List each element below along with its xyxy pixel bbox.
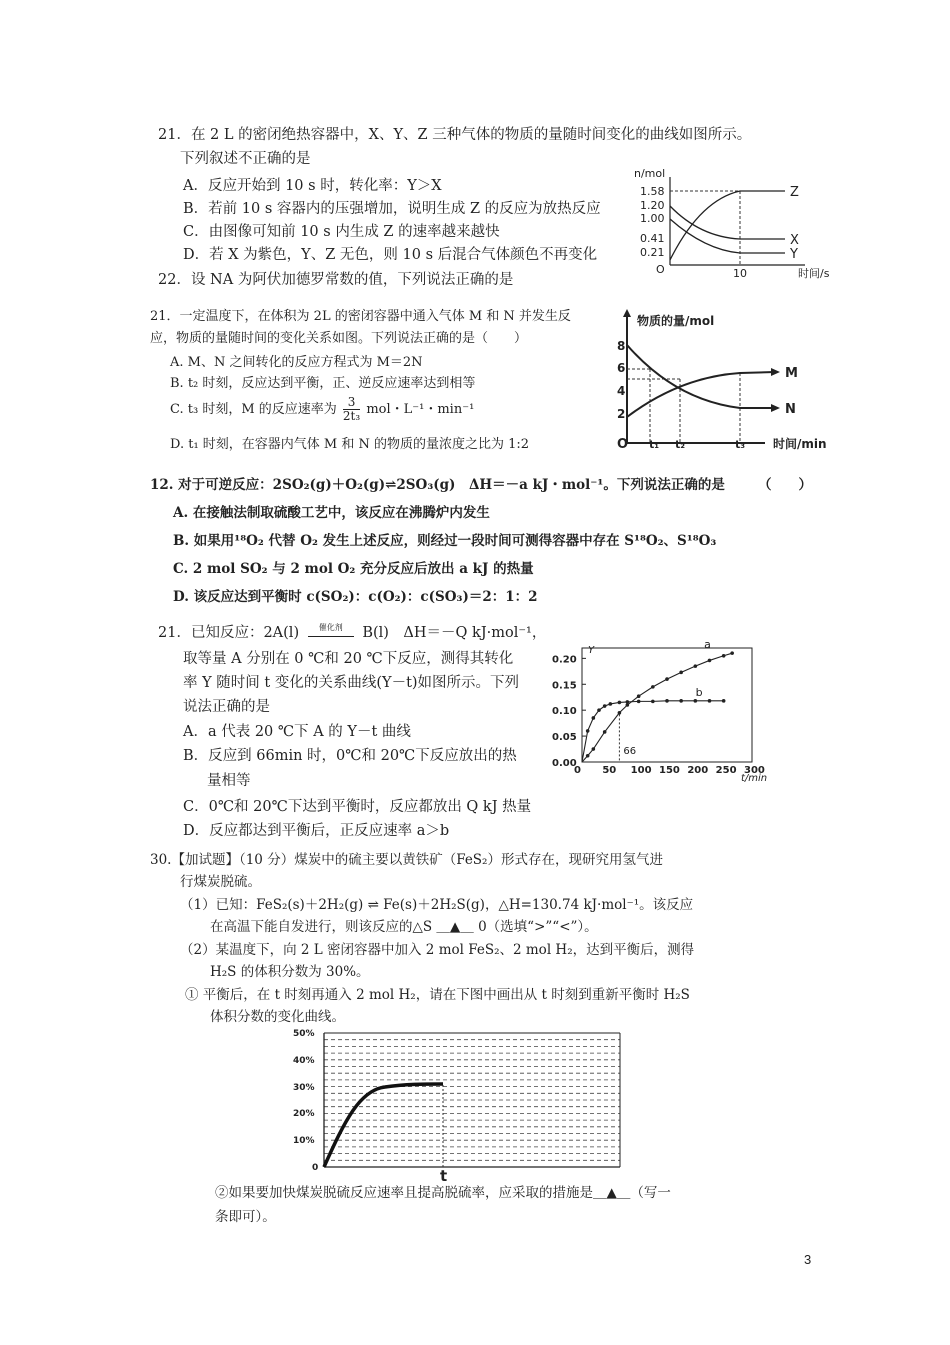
q2-label-m: M [785,366,798,381]
q1-ytick-021: 0.21 [640,246,665,259]
q1-option-d: D．若 X 为紫色，Y、Z 无色，则 10 s 后混合气体颜色不再变化 [183,247,598,263]
q4-stem-post: B(l) ΔH＝－Q kJ·mol⁻¹， [362,625,547,641]
q5-xtick-t: t [440,1167,448,1185]
q2-ytick-4: 4 [617,384,626,398]
q1-option-a: A．反应开始到 10 s 时，转化率：Y＞X [183,178,442,194]
q4-line-3: 说法正确的是 [183,699,270,715]
q5-part3-line2: 体积分数的变化曲线。 [210,1009,345,1025]
q3-option-a: A. 在接触法制取硫酸工艺中，该反应在沸腾炉内发生 [173,505,490,521]
q4-ytick-0.15: 0.15 [552,680,577,692]
q5-grid-chart [290,1025,630,1185]
q4-ytick-0.10: 0.10 [552,706,577,718]
q2-curve-n [627,345,775,408]
q1-option-c: C．由图像可知前 10 s 内生成 Z 的速率越来越快 [183,224,500,240]
q4-series-a-point [694,664,698,668]
q5-stem-line1: 30.【加试题】（10 分）煤炭中的硫主要以黄铁矿（FeS₂）形式存在，现研究用氢气进 [150,852,663,868]
q4-stem-pre: 21．已知反应：2A(l) [158,625,300,641]
q5-ytick-20: 20% [293,1109,315,1119]
q4-series-a-label: a [704,638,711,652]
q1-xtick-10: 10 [733,267,747,280]
q2-chart [615,305,835,455]
q1-chart [630,165,830,285]
q4-stem [158,622,546,644]
q5-part4-line2: 条即可）。 [215,1209,276,1225]
q2-xtick-t2: t₂ [675,438,686,451]
q1-stem-line2: 下列叙述不正确的是 [180,151,311,167]
q4-series-b-point [597,708,601,712]
q4-series-a-point [708,659,712,663]
q1-ytick-158: 1.58 [640,185,665,198]
q4-reaction-arrow [308,624,354,637]
q4-series-a-point [637,694,641,698]
q2-xlabel: 时间/min [773,437,827,451]
q5-ytick-10: 10% [293,1136,315,1146]
q2-stem-line2: 应，物质的量随时间的变化关系如图。下列说法正确的是（ ） [150,331,528,346]
q4-series-b-point [694,699,698,703]
q1-ytick-100: 1.00 [640,212,665,225]
q1-ytick-041: 0.41 [640,232,665,245]
q1-xlabel: 时间/s [798,267,830,280]
q5-h2s-curve [324,1084,443,1167]
q4-series-b-point [651,700,655,704]
q3-option-d: D. 该反应达到平衡时 c(SO₂)：c(O₂)：c(SO₃)＝2：1：2 [173,589,538,605]
q4-line-1: 取等量 A 分别在 0 ℃和 20 ℃下反应，测得其转化 [183,651,514,667]
q4-xtick-300: 300 [744,765,765,776]
q5-stem-line2: 行煤炭脱硫。 [180,874,261,890]
q3-option-c: C. 2 mol SO₂ 与 2 mol O₂ 充分反应后放出 a kJ 的热量 [173,561,534,577]
q4-ytick-0.05: 0.05 [552,732,577,744]
q4-ytick-0.20: 0.20 [552,654,577,666]
q4-xtick-250: 250 [715,765,737,776]
q4-ylabel: Y [588,645,595,656]
q1-curve-z [670,191,785,260]
q2-xtick-t1: t₁ [649,438,660,451]
q5-ytick-50: 50% [293,1029,315,1039]
q2-frac-num: 3 [343,396,360,410]
q4-66-label: 66 [623,746,637,757]
q4-series-b-point [722,699,726,703]
q2-frac-den: 2t₃ [342,409,361,424]
q5-part3-line1: ① 平衡后，在 t 时刻再通入 2 mol H₂，请在下图中画出从 t 时刻到重新平衡时 H₂S [185,987,690,1003]
q1-next-line: 22．设 NA 为阿伏加德罗常数的值，下列说法正确的是 [158,272,514,288]
q3-option-b: B. 如果用¹⁸O₂ 代替 O₂ 发生上述反应，则经过一段时间可测得容器中存在 S¹⁸O₂、S¹⁸O₃ [173,533,717,549]
q4-series-b-point [586,729,590,733]
q4-series-a-point [586,754,590,758]
q4-series-a-point [665,677,669,681]
q2-ytick-2: 2 [617,407,626,421]
q4-xtick-0: 0 [574,765,581,776]
q2-xtick-t3: t₃ [735,438,746,451]
q4-series-a-point [730,651,734,655]
q4-series-b-point [618,701,622,705]
q2-origin: O [617,437,629,452]
q1-label-x: X [790,233,799,248]
q4-series-b-point [609,702,613,706]
q1-curve-x [670,206,785,239]
q4-series-b-label: b [695,685,703,699]
q4-catalyst: 催化剂 [318,623,343,632]
q2-option-a: A. M、N 之间转化的反应方程式为 M＝2N [170,355,423,370]
page-number: 3 [804,1252,812,1267]
q4-ytick-0.00: 0.00 [552,758,577,769]
q4-series-b-point [592,716,596,720]
q2-option-c-fraction [343,396,360,423]
q4-series-a-point [651,685,655,689]
q2-option-c-unit: mol・L⁻¹・min⁻¹ [366,402,475,418]
q4-series-a-point [592,747,596,751]
q5-part2-line2: H₂S 的体积分数为 30%。 [210,964,370,980]
q1-label-z: Z [790,185,799,200]
q4-series-b-point [603,704,607,708]
q4-option-d: D．反应都达到平衡后，正反应速率 a＞b [183,823,450,839]
q4-option-b: B．反应到 66min 时，0℃和 20℃下反应放出的热 [183,748,517,764]
q1-label-y: Y [790,247,798,262]
q4-xtick-150: 150 [659,765,680,776]
q5-ytick-40: 40% [293,1056,315,1066]
q2-option-d: D. t₁ 时刻，在容器内气体 M 和 N 的物质的量浓度之比为 1:2 [170,437,530,452]
q5-part1-line1: （1）已知：FeS₂(s)＋2H₂(g) ⇌ Fe(s)＋2H₂S(g)，△H=130.74 kJ·mol⁻¹。该反应 [180,897,694,913]
q4-xlabel: t/min [741,773,768,784]
q2-stem-line1: 21．一定温度下，在体积为 2L 的密闭容器中通入气体 M 和 N 并发生反 [150,309,571,324]
q2-ytick-8: 8 [617,339,626,353]
q4-xtick-50: 50 [602,765,617,776]
q4-series-a-point [618,711,622,715]
q1-curve-y [670,219,785,253]
q4-option-c: C．0℃和 20℃下达到平衡时，反应都放出 Q kJ 热量 [183,799,532,815]
q4-series-a-point [603,730,607,734]
q4-series-b-point [679,699,683,703]
q1-origin: O [656,263,665,276]
q2-option-b: B. t₂ 时刻，反应达到平衡，正、逆反应速率达到相等 [170,376,476,391]
q4-series-b-point [708,699,712,703]
q4-xtick-200: 200 [687,765,709,776]
q2-ytick-6: 6 [617,361,626,375]
q5-part4-line1: ②如果要加快煤炭脱硫反应速率且提高脱硫率，应采取的措施是＿▲＿（写一 [215,1185,671,1201]
q5-ytick-0: 0 [312,1163,319,1173]
q4-series-a-point [722,654,726,658]
q4-xtick-100: 100 [630,765,652,776]
q4-option-a: A．a 代表 20 ℃下 A 的 Y－t 曲线 [183,724,411,740]
q2-option-c [170,396,474,423]
q3-paren: （ ） [758,477,812,493]
q1-option-b: B．若前 10 s 容器内的压强增加，说明生成 Z 的反应为放热反应 [183,201,601,217]
q1-ylabel: n/mol [634,167,666,180]
q4-series-b-point [665,699,669,703]
q4-series-b-point [626,700,630,704]
q2-label-n: N [785,402,796,417]
q4-chart [548,640,778,785]
q5-part1-line2: 在高温下能自发进行，则该反应的△S ＿▲＿ 0（选填“>”“<”）。 [210,919,598,935]
q2-ylabel: 物质的量/mol [637,314,715,328]
q4-line-2: 率 Y 随时间 t 变化的关系曲线(Y－t)如图所示。下列 [183,675,520,691]
q5-part2-line1: （2）某温度下，向 2 L 密闭容器中加入 2 mol FeS₂、2 mol H₂，达到平衡后，测得 [180,942,695,958]
q4-series-a-point [679,671,683,675]
q1-stem-line1: 21．在 2 L 的密闭绝热容器中，X、Y、Z 三种气体的物质的量随时间变化的曲线如图所示。 [158,127,752,143]
q2-option-c-prefix: C. t₃ 时刻，M 的反应速率为 [170,402,337,418]
q1-ytick-120: 1.20 [640,199,665,212]
q3-stem: 12. 对于可逆反应：2SO₂(g)＋O₂(g)⇌2SO₃(g) ΔH＝－a kJ・mol⁻¹。下列说法正确的是 [150,477,725,493]
q4-series-b-point [637,700,641,704]
q4-series-a-point [626,703,630,707]
q5-ytick-30: 30% [293,1083,315,1093]
q4-option-b-cont: 量相等 [207,773,251,789]
